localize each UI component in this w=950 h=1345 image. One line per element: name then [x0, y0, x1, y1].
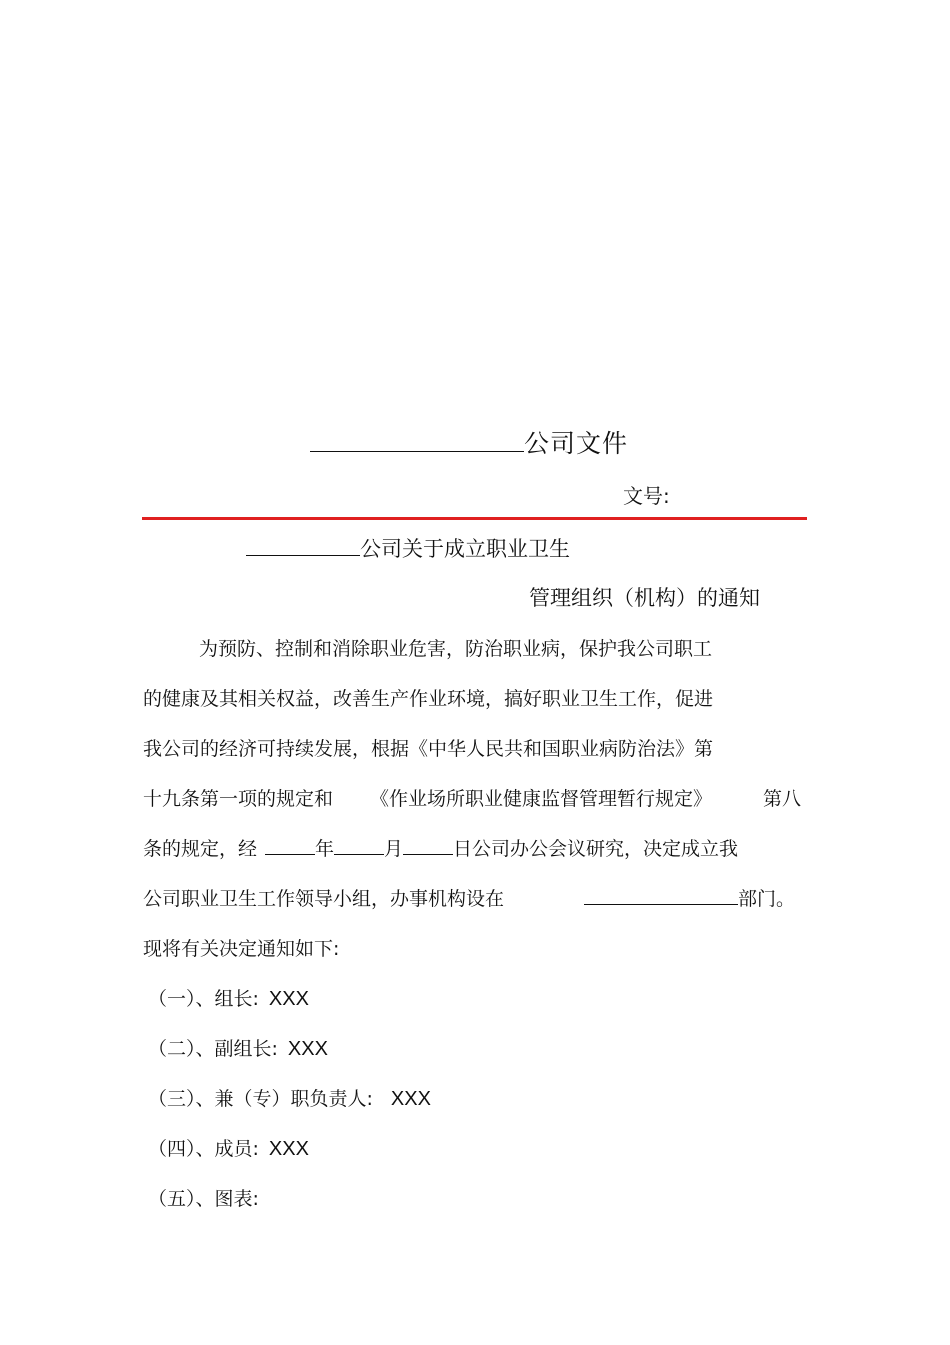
item-responsible-person — [148, 1084, 431, 1111]
notice-title-line1 — [246, 533, 570, 563]
notice-title-text1: 公司关于成立职业卫生 — [360, 537, 570, 561]
company-name-blank — [310, 450, 524, 452]
department-suffix: 部门。 — [738, 888, 796, 910]
item-label: （五）、图表: — [148, 1188, 259, 1210]
item-label: （四）、成员: — [148, 1138, 259, 1160]
body-line-4b: 《作业场所职业健康监督管理暂行规定》 — [370, 788, 713, 810]
body-line-7: 现将有关决定通知如下: — [143, 938, 340, 960]
item-charts — [148, 1184, 259, 1211]
body-line-2: 的健康及其相关权益，改善生产作业环境，搞好职业卫生工作，促进 — [143, 688, 714, 710]
body-line-4c: 第八 — [763, 788, 802, 810]
item-value: XXX — [268, 1138, 309, 1160]
body-line-5a: 条的规定，经 — [143, 838, 258, 860]
body-line-5 — [143, 834, 738, 861]
year-label: 年 — [315, 838, 335, 860]
item-deputy-leader — [148, 1034, 328, 1061]
body-line-6b — [584, 884, 795, 911]
year-blank — [265, 853, 315, 855]
item-leader — [148, 984, 309, 1011]
body-line-1: 为预防、控制和消除职业危害，防治职业病，保护我公司职工 — [199, 638, 713, 660]
body-line-6a: 公司职业卫生工作领导小组，办事机构设在 — [143, 888, 505, 910]
notice-company-blank — [246, 554, 360, 556]
item-value: XXX — [268, 988, 309, 1010]
red-header-rule — [142, 517, 807, 520]
body-line-5d: 日公司办公会议研究，决定成立我 — [453, 838, 739, 860]
notice-title-line2: 管理组织（机构）的通知 — [529, 586, 760, 610]
department-blank — [584, 903, 738, 905]
month-blank — [334, 853, 384, 855]
item-label: （二）、副组长: — [148, 1038, 278, 1060]
item-value: XXX — [287, 1038, 328, 1060]
document-header-title — [310, 424, 628, 460]
month-label: 月 — [384, 838, 404, 860]
document-number-label: 文号: — [623, 484, 670, 508]
item-label: （一）、组长: — [148, 988, 259, 1010]
body-line-4a: 十九条第一项的规定和 — [143, 788, 334, 810]
body-line-3: 我公司的经济可持续发展，根据《中华人民共和国职业病防治法》第 — [143, 738, 714, 760]
item-members — [148, 1134, 309, 1161]
title-suffix: 公司文件 — [524, 429, 629, 458]
item-value: XXX — [390, 1088, 431, 1110]
item-label: （三）、兼（专）职负责人: — [148, 1088, 373, 1110]
day-blank — [403, 853, 453, 855]
